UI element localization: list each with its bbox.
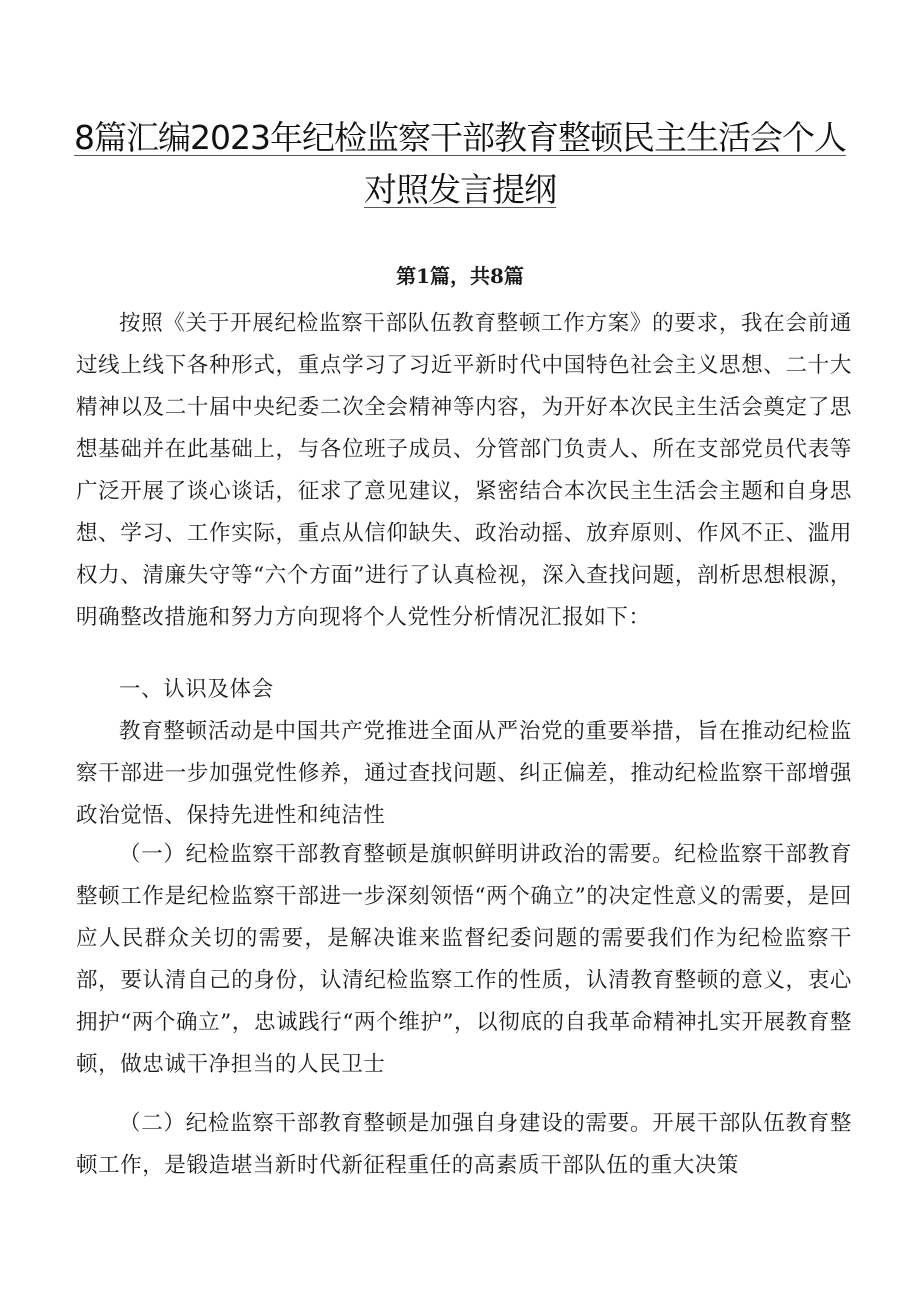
paragraph-point-2: （二）纪检监察干部教育整顿是加强自身建设的需要。开展干部队伍教育整顿工作，是锻造堪当新时代新征程重任的高素质干部队伍的重大决策 <box>76 1111 852 1178</box>
document-subtitle: 第1篇，共8篇 <box>396 264 524 288</box>
section-heading-1: 一、认识及体会 <box>119 677 274 702</box>
paragraph-point-1: （一）纪检监察干部教育整顿是旗帜鲜明讲政治的需要。纪检监察干部教育整顿工作是纪检监察干部进一步深刻领悟“两个确立”的决定性意义的需要，是回应人民群众关切的需要，是解决谁来监督纪委问题的需要我们作为纪检监察干部，要认清自己的身份，认清纪检监察工作的性质，认清教育整顿的意义，衷心拥护“两个确立”，忠诚践行“两个维护”，以彻底的自我革命精神扎实开展教育整顿，做忠诚干净担当的人民卫士 <box>76 842 852 1077</box>
paragraph-intro: 按照《关于开展纪检监察干部队伍教育整顿工作方案》的要求，我在会前通过线上线下各种形式，重点学习了习近平新时代中国特色社会主义思想、二十大精神以及二十届中央纪委二次全会精神等内容，为开好本次民主生活会奠定了思想基础并在此基础上，与各位班子成员、分管部门负责人、所在支部党员代表等广泛开展了谈心谈话，征求了意见建议，紧密结合本次民主生活会主题和自身思想、学习、工作实际，重点从信仰缺失、政治动摇、放弃原则、作风不正、滥用权力、清廉失守等“六个方面”进行了认真检视，深入查找问题，剖析思想根源，明确整改措施和努力方向现将个人党性分析情况汇报如下： <box>76 311 852 630</box>
paragraph-section-1: 教育整顿活动是中国共产党推进全面从严治党的重要举措，旨在推动纪检监察干部进一步加强党性修养，通过查找问题、纠正偏差，推动纪检监察干部增强政治觉悟、保持先进性和纯洁性 <box>76 719 852 828</box>
document-title: 8篇汇编2023年纪检监察干部教育整顿民主生活会个人对照发言提纲 <box>74 118 846 209</box>
